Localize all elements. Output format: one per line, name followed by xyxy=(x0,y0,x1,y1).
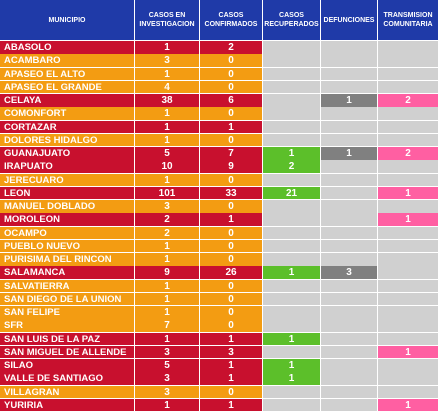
cell-transmision xyxy=(378,121,438,134)
cell-recuperados xyxy=(263,306,320,319)
cell-investigacion: 1 xyxy=(135,41,199,54)
cell-defunciones xyxy=(321,372,377,385)
cell-transmision: 1 xyxy=(378,346,438,359)
cell-name: SAN DIEGO DE LA UNION xyxy=(0,293,134,306)
cell-transmision xyxy=(378,41,438,54)
cell-recuperados xyxy=(263,174,320,187)
cell-defunciones xyxy=(321,306,377,319)
cell-defunciones xyxy=(321,346,377,359)
cell-name: SAN FELIPE xyxy=(0,306,134,319)
cell-name: ABASOLO xyxy=(0,41,134,54)
cell-defunciones xyxy=(321,333,377,346)
cell-defunciones xyxy=(321,253,377,266)
cell-recuperados xyxy=(263,54,320,67)
cell-transmision: 1 xyxy=(378,399,438,412)
cell-confirmados: 6 xyxy=(200,94,262,107)
cell-recuperados xyxy=(263,253,320,266)
cell-confirmados: 0 xyxy=(200,227,262,240)
cell-name: SAN MIGUEL DE ALLENDE xyxy=(0,346,134,359)
cell-confirmados: 0 xyxy=(200,293,262,306)
cell-defunciones: 1 xyxy=(321,147,377,160)
cell-investigacion: 3 xyxy=(135,372,199,385)
cell-investigacion: 101 xyxy=(135,187,199,200)
cell-investigacion: 1 xyxy=(135,240,199,253)
cell-name: DOLORES HIDALGO xyxy=(0,134,134,147)
cell-defunciones xyxy=(321,227,377,240)
cell-defunciones xyxy=(321,68,377,81)
cell-transmision xyxy=(378,54,438,67)
cell-defunciones xyxy=(321,280,377,293)
header-casos-recuperados: CASOS RECUPERADOS xyxy=(263,0,320,40)
cell-investigacion: 4 xyxy=(135,81,199,94)
cell-name: VILLAGRAN xyxy=(0,386,134,399)
cell-name: OCAMPO xyxy=(0,227,134,240)
cell-recuperados xyxy=(263,94,320,107)
cell-investigacion: 1 xyxy=(135,293,199,306)
cell-name: PURISIMA DEL RINCON xyxy=(0,253,134,266)
cell-name: APASEO EL GRANDE xyxy=(0,81,134,94)
cell-name: CORTAZAR xyxy=(0,121,134,134)
cell-recuperados xyxy=(263,200,320,213)
cell-confirmados: 9 xyxy=(200,160,262,173)
cell-transmision xyxy=(378,107,438,120)
cell-defunciones xyxy=(321,160,377,173)
header-defunciones: DEFUNCIONES xyxy=(321,0,377,40)
cell-name: MOROLEON xyxy=(0,213,134,226)
cell-recuperados xyxy=(263,81,320,94)
cell-transmision xyxy=(378,160,438,173)
cell-defunciones xyxy=(321,54,377,67)
cell-transmision xyxy=(378,266,438,279)
cell-investigacion: 1 xyxy=(135,107,199,120)
cell-name: CELAYA xyxy=(0,94,134,107)
cell-confirmados: 0 xyxy=(200,134,262,147)
cell-confirmados: 0 xyxy=(200,174,262,187)
cell-investigacion: 3 xyxy=(135,386,199,399)
cell-defunciones xyxy=(321,386,377,399)
cell-defunciones xyxy=(321,81,377,94)
cell-confirmados: 0 xyxy=(200,253,262,266)
cell-confirmados: 2 xyxy=(200,41,262,54)
cell-investigacion: 7 xyxy=(135,319,199,332)
cell-name: SALAMANCA xyxy=(0,266,134,279)
cell-name: IRAPUATO xyxy=(0,160,134,173)
cell-defunciones xyxy=(321,200,377,213)
cell-confirmados: 0 xyxy=(200,240,262,253)
cell-transmision xyxy=(378,280,438,293)
cell-name: JERECUARO xyxy=(0,174,134,187)
cell-investigacion: 10 xyxy=(135,160,199,173)
cell-confirmados: 1 xyxy=(200,213,262,226)
cell-recuperados: 21 xyxy=(263,187,320,200)
cell-name: YURIRIA xyxy=(0,399,134,412)
cell-recuperados xyxy=(263,386,320,399)
cell-defunciones xyxy=(321,213,377,226)
cell-confirmados: 1 xyxy=(200,121,262,134)
cell-confirmados: 0 xyxy=(200,54,262,67)
cell-confirmados: 0 xyxy=(200,81,262,94)
cell-recuperados xyxy=(263,68,320,81)
cell-defunciones xyxy=(321,359,377,372)
cell-confirmados: 1 xyxy=(200,333,262,346)
cell-transmision xyxy=(378,319,438,332)
cell-transmision xyxy=(378,200,438,213)
header-casos-investigacion: CASOS EN INVESTIGACION xyxy=(135,0,199,40)
cell-transmision xyxy=(378,174,438,187)
cell-investigacion: 3 xyxy=(135,200,199,213)
cell-confirmados: 0 xyxy=(200,200,262,213)
cell-transmision xyxy=(378,227,438,240)
cell-name: APASEO EL ALTO xyxy=(0,68,134,81)
cell-recuperados xyxy=(263,240,320,253)
cell-investigacion: 1 xyxy=(135,333,199,346)
cell-transmision xyxy=(378,359,438,372)
cell-name: SFR xyxy=(0,319,134,332)
cell-defunciones xyxy=(321,319,377,332)
cell-defunciones xyxy=(321,41,377,54)
cell-name: SILAO xyxy=(0,359,134,372)
cell-recuperados xyxy=(263,134,320,147)
cell-confirmados: 0 xyxy=(200,386,262,399)
cell-recuperados xyxy=(263,346,320,359)
cell-transmision xyxy=(378,333,438,346)
header-municipio: MUNICIPIO xyxy=(0,0,134,40)
cell-recuperados: 1 xyxy=(263,359,320,372)
cell-defunciones: 3 xyxy=(321,266,377,279)
cell-investigacion: 1 xyxy=(135,253,199,266)
cell-defunciones xyxy=(321,107,377,120)
cell-investigacion: 5 xyxy=(135,359,199,372)
cell-investigacion: 38 xyxy=(135,94,199,107)
cell-defunciones xyxy=(321,293,377,306)
cell-investigacion: 2 xyxy=(135,213,199,226)
cell-defunciones xyxy=(321,134,377,147)
cell-transmision: 1 xyxy=(378,187,438,200)
cell-recuperados xyxy=(263,107,320,120)
cell-confirmados: 7 xyxy=(200,147,262,160)
cell-name: SAN LUIS DE LA PAZ xyxy=(0,333,134,346)
cell-transmision xyxy=(378,134,438,147)
cell-name: COMONFORT xyxy=(0,107,134,120)
cell-confirmados: 0 xyxy=(200,68,262,81)
cell-defunciones xyxy=(321,174,377,187)
cell-investigacion: 3 xyxy=(135,346,199,359)
cell-investigacion: 2 xyxy=(135,227,199,240)
cell-confirmados: 0 xyxy=(200,107,262,120)
header-transmision-comunitaria: TRANSMISION COMUNITARIA xyxy=(378,0,438,40)
cell-investigacion: 1 xyxy=(135,306,199,319)
cell-recuperados xyxy=(263,399,320,412)
cell-investigacion: 1 xyxy=(135,174,199,187)
cell-name: VALLE DE SANTIAGO xyxy=(0,372,134,385)
cell-transmision: 1 xyxy=(378,213,438,226)
cell-confirmados: 0 xyxy=(200,306,262,319)
cell-confirmados: 1 xyxy=(200,372,262,385)
cell-confirmados: 33 xyxy=(200,187,262,200)
cell-recuperados: 1 xyxy=(263,333,320,346)
cell-investigacion: 1 xyxy=(135,68,199,81)
cell-recuperados xyxy=(263,319,320,332)
cell-defunciones xyxy=(321,399,377,412)
cell-recuperados: 1 xyxy=(263,266,320,279)
cell-recuperados xyxy=(263,41,320,54)
cell-investigacion: 3 xyxy=(135,54,199,67)
cell-recuperados: 2 xyxy=(263,160,320,173)
cell-investigacion: 1 xyxy=(135,134,199,147)
cell-defunciones: 1 xyxy=(321,94,377,107)
cell-name: GUANAJUATO xyxy=(0,147,134,160)
cell-name: MANUEL DOBLADO xyxy=(0,200,134,213)
cell-recuperados xyxy=(263,213,320,226)
cell-transmision xyxy=(378,306,438,319)
cell-name: ACAMBARO xyxy=(0,54,134,67)
cell-investigacion: 5 xyxy=(135,147,199,160)
cell-investigacion: 9 xyxy=(135,266,199,279)
cell-confirmados: 0 xyxy=(200,280,262,293)
cell-recuperados xyxy=(263,293,320,306)
cell-recuperados: 1 xyxy=(263,147,320,160)
cell-confirmados: 3 xyxy=(200,346,262,359)
cell-transmision: 2 xyxy=(378,94,438,107)
cell-transmision xyxy=(378,386,438,399)
cell-transmision xyxy=(378,68,438,81)
cell-transmision xyxy=(378,240,438,253)
cell-recuperados xyxy=(263,121,320,134)
cell-confirmados: 0 xyxy=(200,319,262,332)
cell-defunciones xyxy=(321,187,377,200)
cell-name: SALVATIERRA xyxy=(0,280,134,293)
cell-recuperados: 1 xyxy=(263,372,320,385)
cell-investigacion: 1 xyxy=(135,399,199,412)
cell-transmision xyxy=(378,372,438,385)
cell-confirmados: 1 xyxy=(200,359,262,372)
cell-confirmados: 26 xyxy=(200,266,262,279)
cell-confirmados: 1 xyxy=(200,399,262,412)
cell-transmision: 2 xyxy=(378,147,438,160)
cell-transmision xyxy=(378,253,438,266)
cell-name: PUEBLO NUEVO xyxy=(0,240,134,253)
cell-recuperados xyxy=(263,227,320,240)
cell-recuperados xyxy=(263,280,320,293)
cell-defunciones xyxy=(321,240,377,253)
cell-investigacion: 1 xyxy=(135,280,199,293)
header-casos-confirmados: CASOS CONFIRMADOS xyxy=(200,0,262,40)
cell-transmision xyxy=(378,293,438,306)
cell-defunciones xyxy=(321,121,377,134)
cell-investigacion: 1 xyxy=(135,121,199,134)
cell-transmision xyxy=(378,81,438,94)
cell-name: LEON xyxy=(0,187,134,200)
